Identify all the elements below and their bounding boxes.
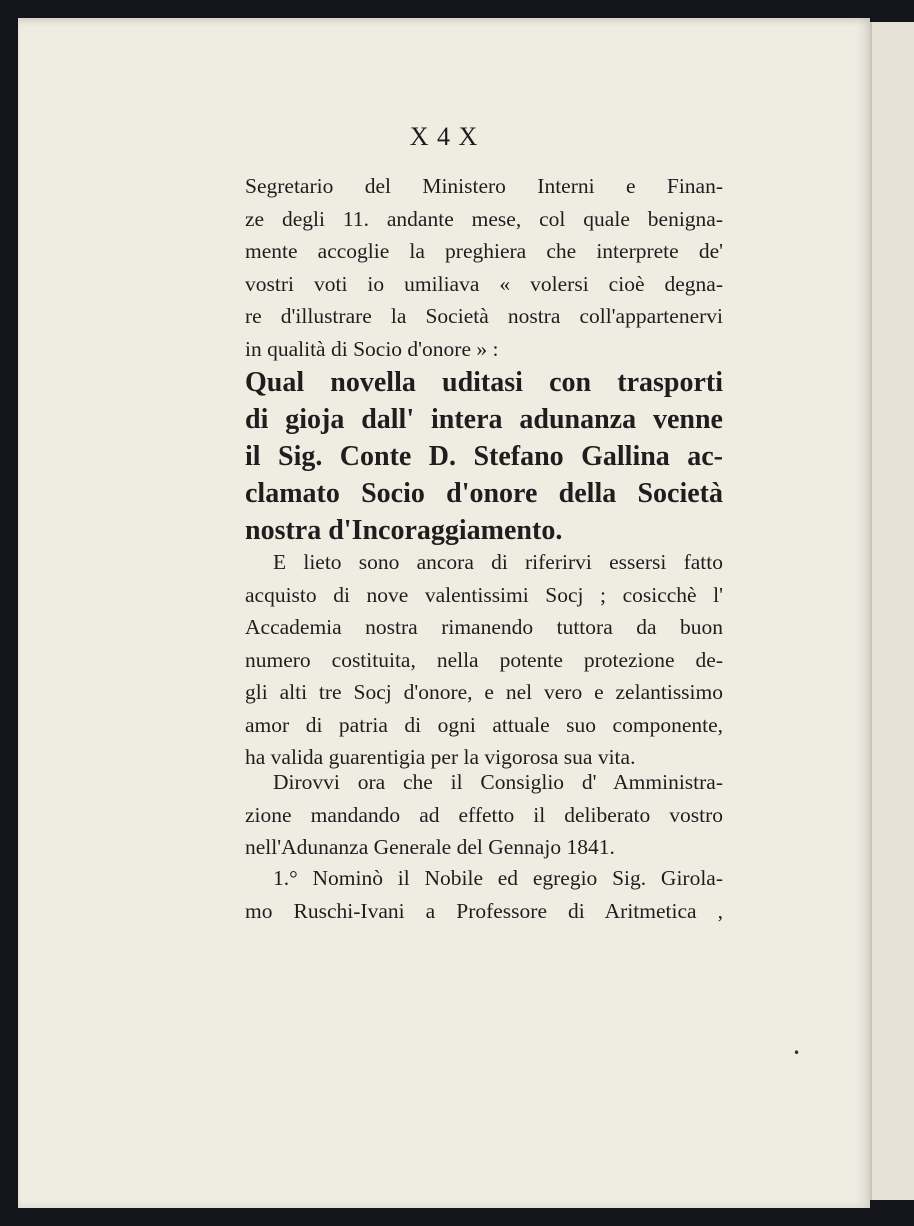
paragraph-4 (245, 862, 723, 927)
bold-announcement (245, 364, 723, 549)
text-line: gli alti tre Socj d'onore, e nel vero e zelantissimo (245, 680, 723, 704)
text-line: nell'Adunanza Generale del Gennajo 1841. (245, 835, 615, 859)
text-line: vostri voti io umiliava « volersi cioè degna- (245, 271, 723, 296)
text-line: numero costituita, nella potente protezione de- (245, 647, 723, 672)
text-line: re d'illustrare la Società nostra coll'appartenervi (245, 304, 723, 328)
text-line: di gioja dall' intera adunanza venne (245, 404, 723, 435)
text-line: clamato Socio d'onore della Società (245, 478, 723, 509)
text-line: 1.° Nominò il Nobile ed egregio Sig. Girola- (273, 866, 723, 890)
text-line: ze degli 11. andante mese, col quale benigna- (245, 206, 723, 231)
text-line: Dirovvi ora che il Consiglio d' Amministra- (273, 770, 723, 794)
text-line: Qual novella uditasi con trasporti (245, 367, 723, 398)
text-line: ha valida guarentigia per la vigorosa sua vita. (245, 745, 636, 769)
text-line: amor di patria di ogni attuale suo componente, (245, 712, 723, 737)
text-line: acquisto di nove valentissimi Socj ; cosicchè l' (245, 582, 723, 607)
text-line: Segretario del Ministero Interni e Finan- (245, 174, 723, 198)
text-line: in qualità di Socio d'onore » : (245, 336, 499, 361)
text-line: nostra d'Incoraggiamento. (245, 515, 563, 546)
text-line: mente accoglie la preghiera che interprete de' (245, 239, 723, 263)
paragraph-2 (245, 546, 723, 774)
text-line: mo Ruschi-Ivani a Professore di Aritmetica , (245, 898, 723, 923)
page-number-header: X 4 X (409, 122, 479, 151)
paragraph-1 (245, 170, 723, 365)
text-line: Accademia nostra rimanendo tuttora da buon (245, 615, 723, 639)
next-page-edge (870, 22, 914, 1200)
text-line: zione mandando ad effetto il deliberato vostro (245, 802, 723, 827)
ink-speck-mark: • (793, 1046, 801, 1060)
text-line: E lieto sono ancora di riferirvi essersi fatto (273, 550, 723, 574)
paragraph-3 (245, 766, 723, 864)
text-line: il Sig. Conte D. Stefano Gallina ac- (245, 441, 723, 472)
